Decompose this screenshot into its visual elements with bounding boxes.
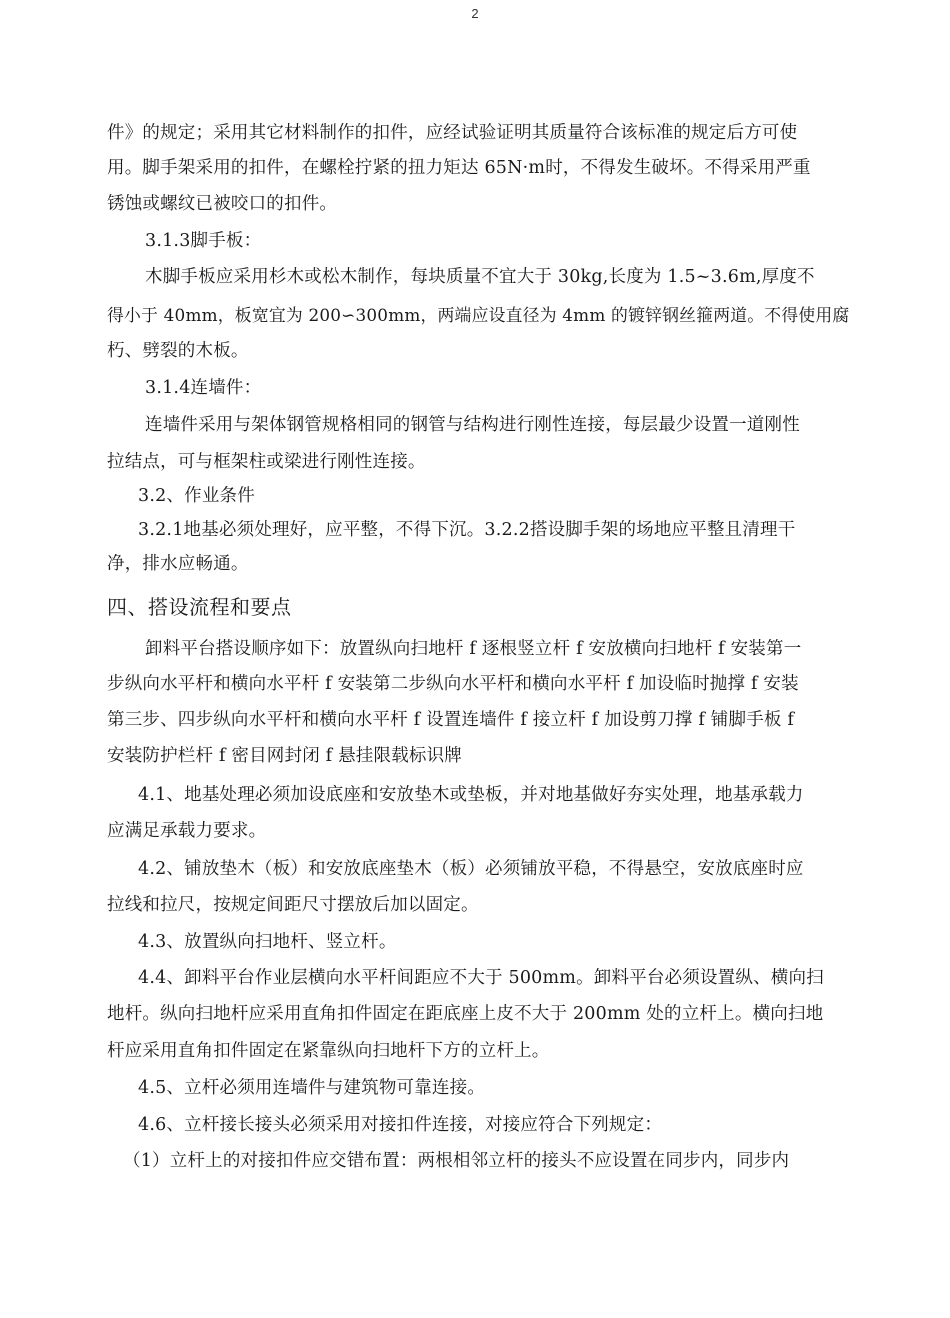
text-line: 拉线和拉尺，按规定间距尺寸摆放后加以固定。 [107, 895, 479, 915]
text-line: 件》的规定；采用其它材料制作的扣件，应经试验证明其质量符合该标准的规定后方可使 [107, 123, 798, 143]
section-heading: 四、搭设流程和要点 [107, 595, 292, 619]
text-line: 净，排水应畅通。 [107, 554, 249, 574]
text-line: 连墙件采用与架体钢管规格相同的钢管与结构进行刚性连接，每层最少设置一道刚性 [145, 415, 800, 435]
text-line: 4.2、铺放垫木（板）和安放底座垫木（板）必须铺放平稳，不得悬空，安放底座时应 [138, 859, 804, 879]
text-line: 4.6、立杆接长接头必须采用对接扣件连接，对接应符合下列规定： [138, 1115, 663, 1135]
text-line: 4.4、卸料平台作业层横向水平杆间距应不大于 500mm。卸料平台必须设置纵、横向扫 [138, 968, 824, 988]
text-line: 4.5、立杆必须用连墙件与建筑物可靠连接。 [138, 1078, 486, 1098]
text-line: 3.2、作业条件 [138, 486, 255, 506]
text-line: 得小于 40mm，板宽宜为 200∽300mm，两端应设直径为 4mm 的镀锌钢丝箍两道。不得使用腐 [107, 305, 850, 325]
text-line: 3.1.3脚手板： [145, 231, 262, 251]
text-line: 安装防护栏杆 f 密目网封闭 f 悬挂限载标识牌 [107, 746, 463, 766]
text-line: 3.1.4连墙件： [145, 378, 262, 398]
text-line: 杆应采用直角扣件固定在紧靠纵向扫地杆下方的立杆上。 [107, 1041, 550, 1061]
text-line: 4.3、放置纵向扫地杆、竖立杆。 [138, 932, 397, 952]
text-line: 用。脚手架采用的扣件，在螺栓拧紧的扭力矩达 65N·m时，不得发生破坏。不得采用严重 [107, 158, 811, 178]
text-line: （1）立杆上的对接扣件应交错布置：两根相邻立杆的接头不应设置在同步内，同步内 [123, 1151, 790, 1171]
text-line: 第三步、四步纵向水平杆和横向水平杆 f 设置连墙件 f 接立杆 f 加设剪刀撑 f 铺脚手板 f [107, 710, 795, 730]
text-line: 地杆。纵向扫地杆应采用直角扣件固定在距底座上皮不大于 200mm 处的立杆上。横向扫地 [107, 1004, 824, 1024]
text-line: 3.2.1地基必须处理好，应平整，不得下沉。3.2.2搭设脚手架的场地应平整且清理干 [138, 520, 796, 540]
text-line: 卸料平台搭设顺序如下：放置纵向扫地杆 f 逐根竖立杆 f 安放横向扫地杆 f 安装第一 [145, 639, 802, 659]
text-line: 拉结点，可与框架柱或梁进行刚性连接。 [107, 452, 426, 472]
text-line: 4.1、地基处理必须加设底座和安放垫木或垫板，并对地基做好夯实处理，地基承载力 [138, 785, 804, 805]
text-line: 锈蚀或螺纹已被咬口的扣件。 [107, 194, 338, 214]
page-number: 2 [471, 6, 479, 21]
text-line: 木脚手板应采用杉木或松木制作，每块质量不宜大于 30kg,长度为 1.5~3.6m,厚度不 [145, 267, 815, 287]
text-line: 应满足承载力要求。 [107, 821, 267, 841]
text-line: 步纵向水平杆和横向水平杆 f 安装第二步纵向水平杆和横向水平杆 f 加设临时抛撑 f 安装 [107, 674, 799, 694]
text-line: 朽、劈裂的木板。 [107, 341, 249, 361]
